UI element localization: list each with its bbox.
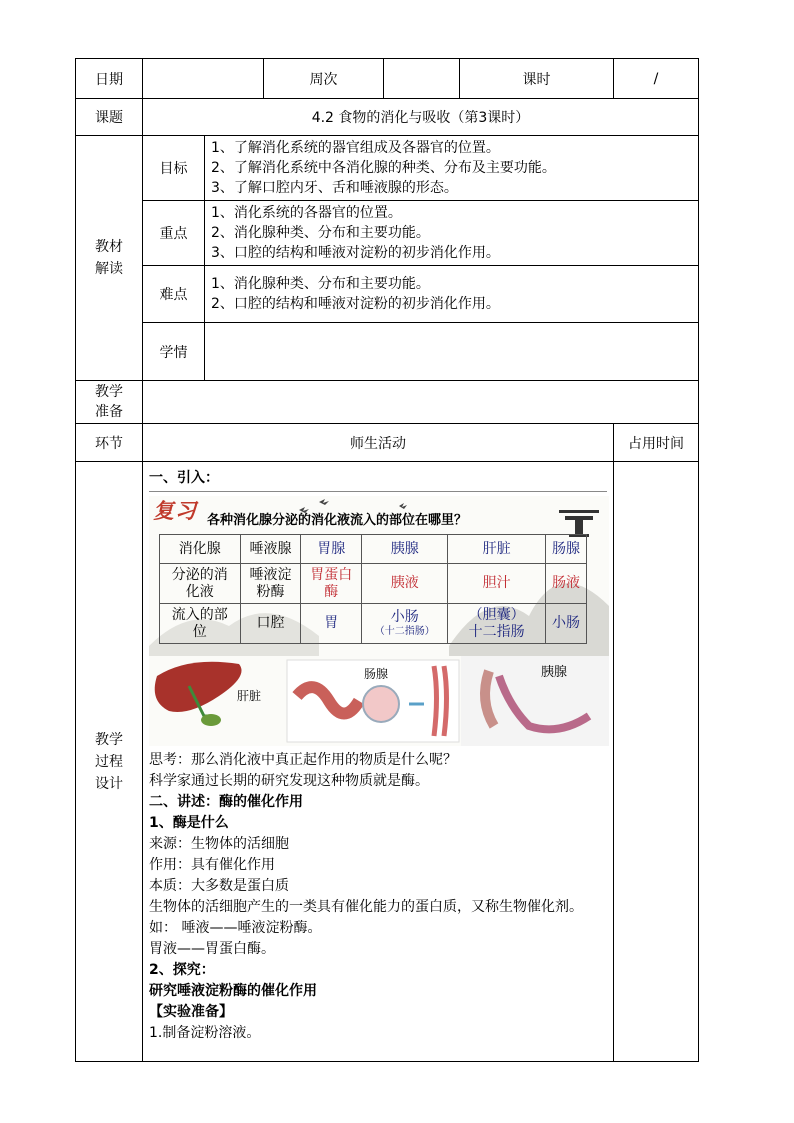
process-paragraph: 1.制备淀粉溶液。: [149, 1025, 261, 1041]
liver-label: 肝脏: [237, 689, 262, 703]
gland-cell: 胰腺: [362, 535, 448, 564]
process-paragraphs: [149, 750, 607, 1044]
pagoda-icon: [559, 510, 599, 537]
review-figure: [149, 496, 609, 746]
secretion-cell: 肠液: [545, 564, 586, 604]
students-row: [76, 323, 699, 381]
segment-header: 环节: [76, 424, 143, 462]
process-paragraph: 思考：那么消化液中真正起作用的物质是什么呢？: [149, 752, 457, 768]
focus-row: [76, 201, 699, 266]
secretion-cell: [160, 564, 241, 604]
pancreas-icon: [461, 656, 609, 746]
secretion-cell: [301, 564, 362, 604]
destination-cell: 小肠: [545, 604, 586, 644]
topic-value: 4.2 食物的消化与吸收（第3课时）: [143, 99, 699, 136]
intro-heading: 一、引入：: [149, 470, 219, 486]
difficulty-item: 2、口腔的结构和唾液对淀粉的初步消化作用。: [211, 296, 500, 312]
liver-icon: [155, 662, 242, 726]
process-paragraph: 科学家通过长期的研究发现这种物质就是酶。: [149, 773, 429, 789]
preparation-label: [76, 381, 143, 424]
textbook-label-text: 教材解读: [95, 239, 123, 277]
preparation-row: [76, 381, 699, 424]
destination-header: 流入的部位: [171, 606, 228, 640]
process-paragraph: 【实验准备】: [149, 1004, 233, 1020]
secretion-cell: 胰液: [362, 564, 448, 604]
period-label: 课时: [460, 59, 614, 99]
process-paragraph: 2、探究：: [149, 962, 215, 978]
process-label-text: 教学过程设计: [95, 731, 123, 792]
process-paragraph: 胃液——胃蛋白酶。: [149, 941, 275, 957]
focus-label: 重点: [143, 201, 205, 266]
students-content[interactable]: [205, 323, 699, 381]
process-paragraph: 来源：生物体的活细胞: [149, 836, 289, 852]
goal-row: [76, 136, 699, 201]
destination-cell: [448, 604, 546, 644]
secretion-value: 胃蛋白酶: [310, 566, 353, 600]
pancreas-label: 胰腺: [541, 665, 568, 680]
difficulty-content: [205, 266, 699, 323]
topic-row: [76, 99, 699, 136]
secretion-row: [160, 564, 587, 604]
focus-item: 1、消化系统的各器官的位置。: [211, 205, 402, 221]
activity-header: 师生活动: [143, 424, 614, 462]
time-cell[interactable]: [614, 462, 699, 1062]
textbook-label: [76, 136, 143, 381]
review-badge-text: 复习: [153, 498, 197, 523]
review-question: 各种消化腺分泌的消化液流入的部位在哪里？: [207, 513, 468, 528]
focus-item: 2、消化腺种类、分布和主要功能。: [211, 225, 430, 241]
process-paragraph: 二、讲述：酶的催化作用: [149, 794, 303, 810]
intestine-label: 肠腺: [364, 667, 389, 681]
destination-cell: 胃: [301, 604, 362, 644]
date-label: 日期: [76, 59, 143, 99]
destination-value: 小肠: [390, 609, 419, 625]
time-header: 占用时间: [614, 424, 699, 462]
week-label: 周次: [264, 59, 384, 99]
process-paragraph: 作用：具有催化作用: [149, 857, 275, 873]
secretion-cell: [240, 564, 301, 604]
destination-cell: [160, 604, 241, 644]
destination-cell: 口腔: [240, 604, 301, 644]
review-badge: [153, 500, 197, 525]
topic-label: 课题: [76, 99, 143, 136]
preparation-content[interactable]: [143, 381, 699, 424]
lesson-plan-table: [75, 58, 699, 1062]
period-value: /: [614, 59, 699, 99]
organ-images: [149, 656, 609, 746]
gland-cell: 唾液腺: [240, 535, 301, 564]
preparation-label-text: 教学准备: [95, 383, 123, 420]
process-paragraph: 生物体的活细胞产生的一类具有催化能力的蛋白质，又称生物催化剂。: [149, 899, 583, 915]
process-row: [76, 462, 699, 1062]
gland-cell: 胃腺: [301, 535, 362, 564]
section-header-row: [76, 424, 699, 462]
focus-item: 3、口腔的结构和唾液对淀粉的初步消化作用。: [211, 245, 500, 261]
goal-content: [205, 136, 699, 201]
process-label: [76, 462, 143, 1062]
divider: [149, 491, 607, 492]
destination-row: [160, 604, 587, 644]
goal-label: 目标: [143, 136, 205, 201]
goal-item: 2、了解消化系统中各消化腺的种类、分布及主要功能。: [211, 160, 556, 176]
destination-value: （胆囊）十二指肠: [468, 606, 525, 640]
secretion-value: 唾液淀粉酶: [249, 566, 292, 600]
process-content: [143, 462, 614, 1062]
gland-table: [159, 534, 587, 644]
difficulty-label: 难点: [143, 266, 205, 323]
difficulty-item: 1、消化腺种类、分布和主要功能。: [211, 276, 430, 292]
difficulty-row: [76, 266, 699, 323]
destination-cell: [362, 604, 448, 644]
gland-cell: 肝脏: [448, 535, 546, 564]
process-paragraph: 本质：大多数是蛋白质: [149, 878, 289, 894]
students-label: 学情: [143, 323, 205, 381]
gland-row: [160, 535, 587, 564]
process-paragraph: 研究唾液淀粉酶的催化作用: [149, 983, 317, 999]
goal-item: 3、了解口腔内牙、舌和唾液腺的形态。: [211, 180, 458, 196]
secretion-header: 分泌的消化液: [171, 566, 228, 600]
date-value[interactable]: [143, 59, 264, 99]
gland-cell: 肠腺: [545, 535, 586, 564]
process-paragraph: 如： 唾液——唾液淀粉酶。: [149, 920, 322, 936]
week-value[interactable]: [384, 59, 460, 99]
gland-cell: 消化腺: [160, 535, 241, 564]
focus-content: [205, 201, 699, 266]
process-paragraph: 1、酶是什么: [149, 815, 229, 831]
header-row: [76, 59, 699, 99]
destination-note: （十二指肠）: [374, 626, 435, 637]
secretion-cell: 胆汁: [448, 564, 546, 604]
goal-item: 1、了解消化系统的器官组成及各器官的位置。: [211, 140, 500, 156]
